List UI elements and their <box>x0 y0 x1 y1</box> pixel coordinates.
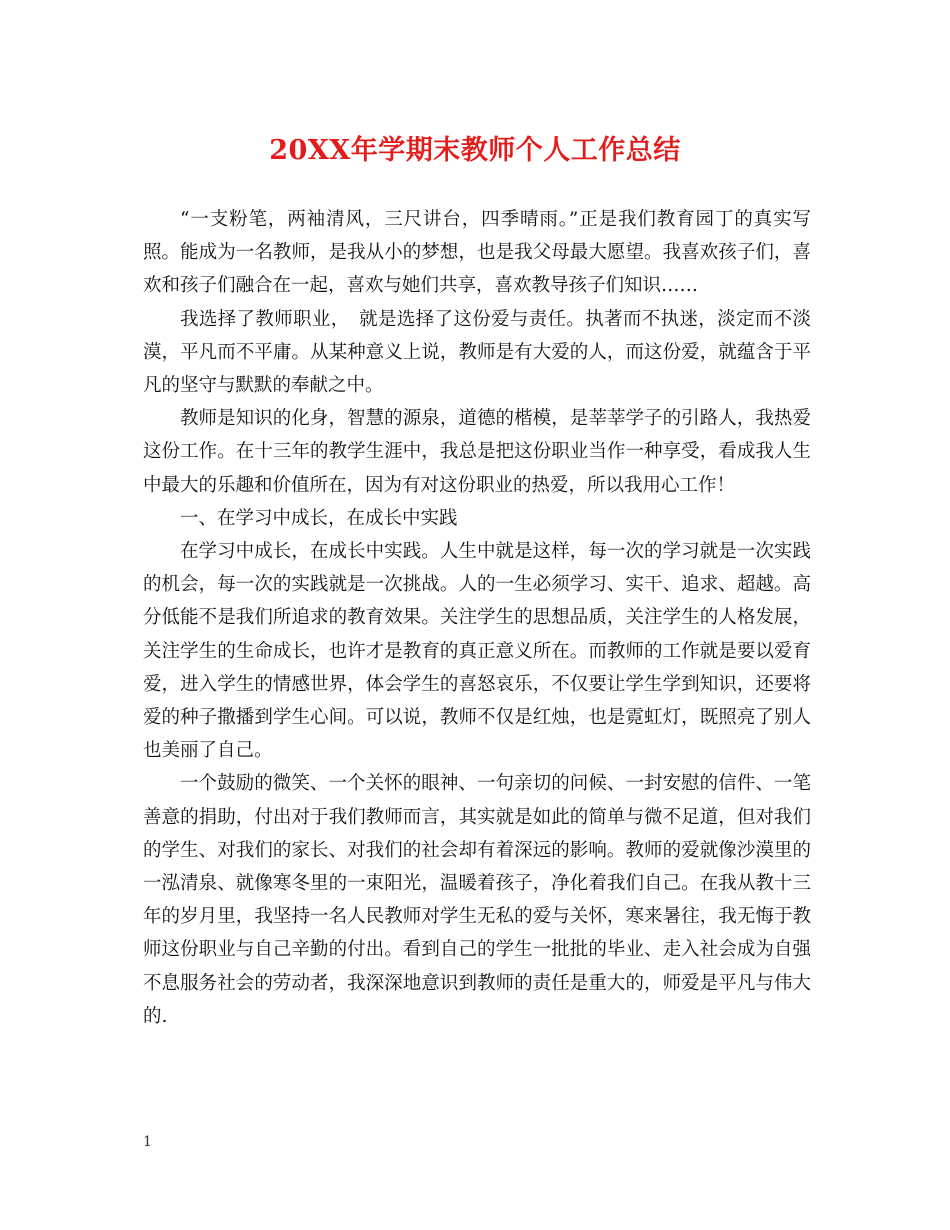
section-heading-1: 一、在学习中成长，在成长中实践 <box>180 507 458 529</box>
paragraph-5: 一个鼓励的微笑、一个关怀的眼神、一句亲切的问候、一封安慰的信件、一笔善意的捐助，付出对于我们教师而言，其实就是如此的简单与微不足道，但对我们的学生、对我们的家长、对我们的社会却有着深远的影响。教师的爱就像沙漠里的一泓清泉、就像寒冬里的一束阳光，温暖着孩子，净化着我们自己。在我从教十三年的岁月里，我坚持一名人民教师对学生无私的爱与关怀，寒来暑往，我无悔于教师这份职业与自己辛勤的付出。看到自己的学生一批批的毕业、走入社会成为自强不息服务社会的劳动者，我深深地意识到教师的责任是重大的，师爱是平凡与伟大的. <box>143 773 811 1027</box>
paragraph-1: “一支粉笔，两袖清风，三尺讲台，四季晴雨。”正是我们教育园丁的真实写照。能成为一名教师，是我从小的梦想，也是我父母最大愿望。我喜欢孩子们，喜欢和孩子们融合在一起，喜欢与她们共享，喜欢教导孩子们知识…… <box>143 209 811 297</box>
paragraph-2: 我选择了教师职业， 就是选择了这份爱与责任。执著而不执迷，淡定而不淡漠，平凡而不平庸。从某种意义上说，教师是有大爱的人，而这份爱，就蕴含于平凡的坚守与默默的奉献之中。 <box>143 308 811 397</box>
document-body <box>143 203 811 1033</box>
paragraph-4: 在学习中成长，在成长中实践。人生中就是这样，每一次的学习就是一次实践的机会，每一次的实践就是一次挑战。人的一生必须学习、实干、追求、超越。高分低能不是我们所追求的教育效果。关注学生的思想品质，关注学生的人格发展，关注学生的生命成长，也许才是教育的真正意义所在。而教师的工作就是要以爱育爱，进入学生的情感世界，体会学生的喜怒哀乐，不仅要让学生学到知识，还要将爱的种子撒播到学生心间。可以说，教师不仅是红烛，也是霓虹灯，既照亮了别人也美丽了自己。 <box>143 541 811 762</box>
document-title: 20XX年学期末教师个人工作总结 <box>269 135 681 166</box>
page-number: 1 <box>143 1134 152 1150</box>
paragraph-3: 教师是知识的化身，智慧的源泉，道德的楷模，是莘莘学子的引路人，我热爱这份工作。在十三年的教学生涯中，我总是把这份职业当作一种享受，看成我人生中最大的乐趣和价值所在，因为有对这份职业的热爱，所以我用心工作！ <box>143 408 811 496</box>
